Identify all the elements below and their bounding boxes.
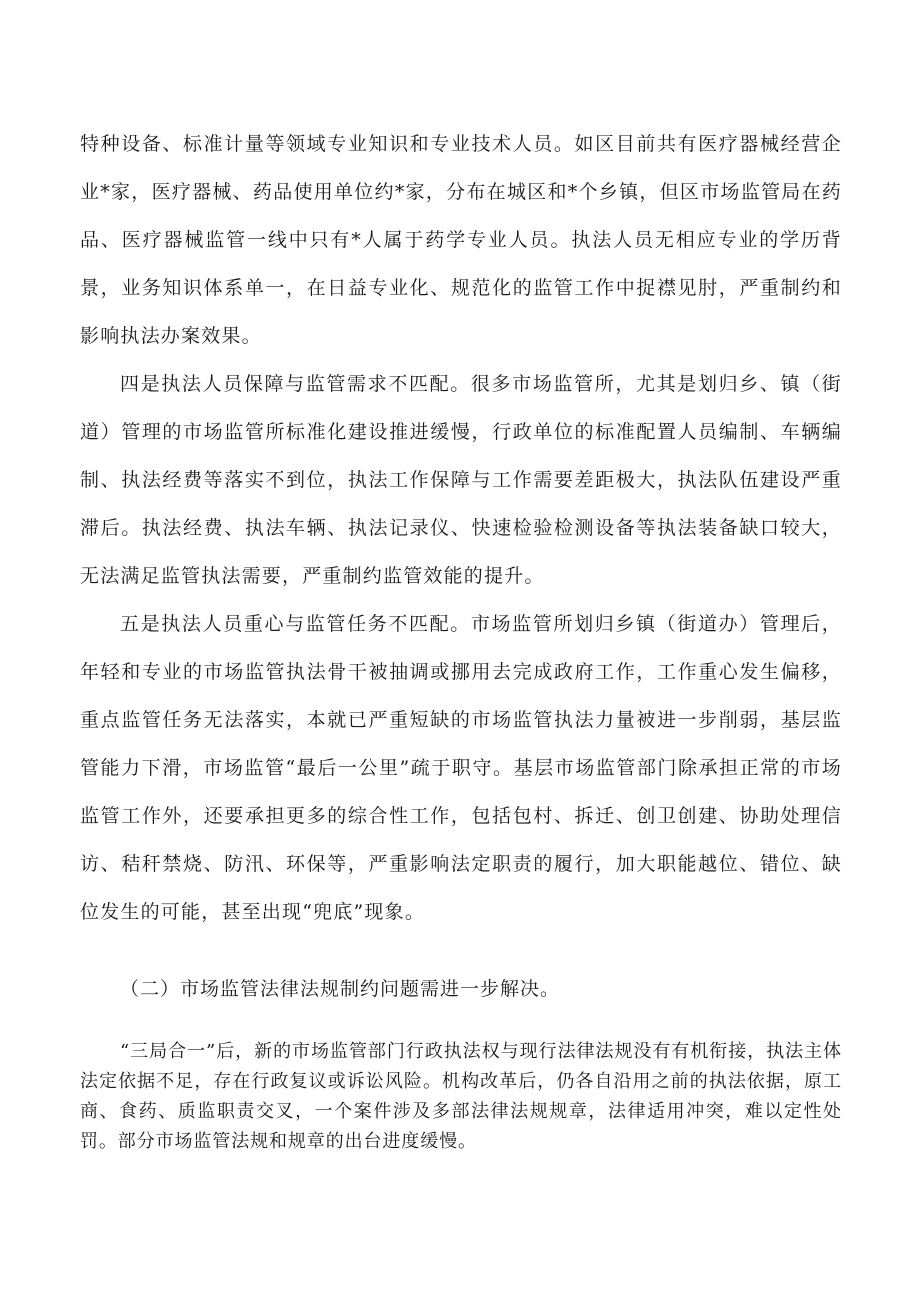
paragraph-focus-mismatch: 五是执法人员重心与监管任务不匹配。市场监管所划归乡镇（街道办）管理后，年轻和专业的市场监管执法骨干被抽调或挪用去完成政府工作，工作重心发生偏移，重点监管任务无法落实，本就已严重短缺的市场监管执法力量被进一步削弱，基层监管能力下滑，市场监管“最后一公里”疏于职守。基层市场监管部门除承担正常的市场监管工作外，还要承担更多的综合性工作，包括包村、拆迁、创卫创建、协助处理信访、秸秆禁烧、防汛、环保等，严重影响法定职责的履行，加大职能越位、错位、缺位发生的可能，甚至出现“兜底”现象。 xyxy=(80,613,842,923)
paragraph-guarantee-mismatch: 四是执法人员保障与监管需求不匹配。很多市场监管所，尤其是划归乡、镇（街道）管理的市场监管所标准化建设推进缓慢，行政单位的标准配置人员编制、车辆编制、执法经费等落实不到位，执法工作保障与工作需要差距极大，执法队伍建设严重滞后。执法经费、执法车辆、执法记录仪、快速检验检测设备等执法装备缺口较大，无法满足监管执法需要，严重制约监管效能的提升。 xyxy=(80,373,842,587)
section-heading: （二）市场监管法律法规制约问题需进一步解决。 xyxy=(120,978,561,1000)
paragraph-professional-staff: 特种设备、标准计量等领域专业知识和专业技术人员。如区目前共有医疗器械经营企业*家，医疗器械、药品使用单位约*家，分布在城区和*个乡镇，但区市场监管局在药品、医疗器械监管一线中只有*人属于药学专业人员。执法人员无相应专业的学历背景，业务知识体系单一，在日益专业化、规范化的监管工作中捉襟见肘，严重制约和影响执法办案效果。 xyxy=(80,133,842,347)
paragraph-legal-constraints: “三局合一”后，新的市场监管部门行政执法权与现行法律法规没有有机衔接，执法主体法定依据不足，存在行政复议或诉讼风险。机构改革后，仍各自沿用之前的执法依据，原工商、食药、质监职责交叉，一个案件涉及多部法律法规规章，法律适用冲突，难以定性处罚。部分市场监管法规和规章的出台进度缓慢。 xyxy=(80,1041,842,1152)
